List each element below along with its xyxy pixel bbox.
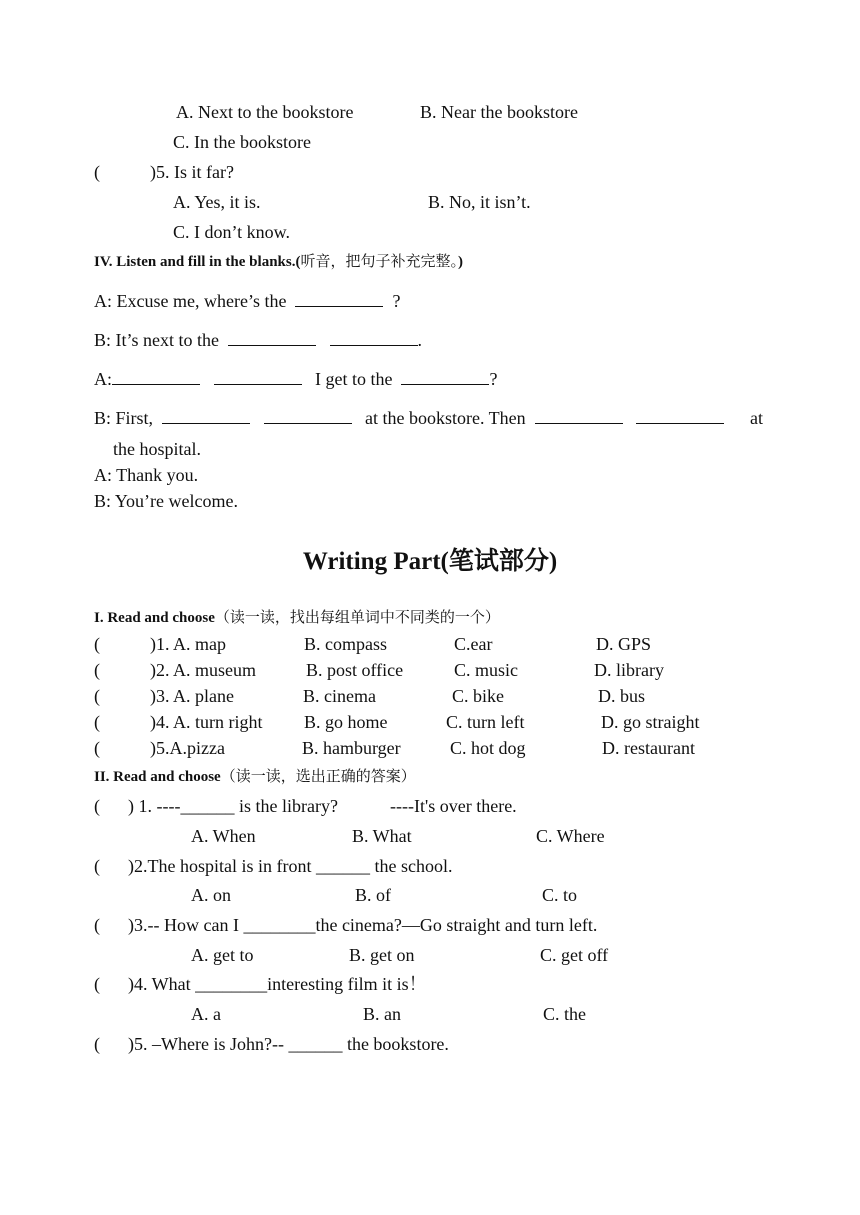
blank-1[interactable] <box>295 290 383 307</box>
section-i-row-5-b: B. hamburger <box>302 738 401 758</box>
q5-paren: ( <box>94 162 100 182</box>
dialog-line-4-cont: the hospital. <box>113 439 201 459</box>
section-i-row-2-c: C. music <box>454 660 519 680</box>
blank-10[interactable] <box>636 407 724 424</box>
section-ii-q3-c: C. get off <box>540 945 609 965</box>
dialog-line-2-end: . <box>417 330 422 350</box>
blank-3[interactable] <box>330 329 418 346</box>
section-i-row-4-c: C. turn left <box>446 712 525 732</box>
dialog-line-3-end: ? <box>489 369 498 389</box>
section-ii-q5-stem: )5. –Where is John?-- ______ the bookstore. <box>128 1034 449 1054</box>
q5-option-b: B. No, it isn’t. <box>428 192 531 212</box>
section-i-row-3-paren: ( <box>94 686 100 706</box>
dialog-line-4-mid: at the bookstore. Then <box>365 408 526 428</box>
section-ii-q3-paren: ( <box>94 915 100 935</box>
q5-stem: )5. Is it far? <box>150 162 234 182</box>
q4-option-c: C. In the bookstore <box>173 132 311 152</box>
section-ii-heading <box>94 767 416 787</box>
section-ii-q3-stem: )3.-- How can I ________the cinema?—Go straight and turn left. <box>128 915 598 935</box>
dialog-line-1-end: ? <box>392 291 401 311</box>
section-i-row-1-q: )1. A. map <box>150 634 226 654</box>
section-ii-q1-b: B. What <box>352 826 412 846</box>
section-ii-q5-paren: ( <box>94 1034 100 1054</box>
section-ii-q4-paren: ( <box>94 974 100 994</box>
section-ii-q1-c: C. Where <box>536 826 605 846</box>
section-iv-heading-end: ) <box>457 254 463 270</box>
blank-2[interactable] <box>228 329 316 346</box>
writing-part-title: Writing Part(笔试部分) <box>302 548 558 575</box>
section-ii-q2-a: A. on <box>191 885 231 905</box>
dialog-line-4-text: B: First, <box>94 408 154 428</box>
section-i-row-1-b: B. compass <box>304 634 387 654</box>
section-i-row-2-d: D. library <box>594 660 664 680</box>
section-i-row-1-paren: ( <box>94 634 100 654</box>
section-ii-q4-a: A. a <box>191 1004 221 1024</box>
section-i-heading-cn: （读一读，找出每组单词中不同类的一个） <box>214 610 500 626</box>
q4-option-b: B. Near the bookstore <box>420 102 578 122</box>
q5-option-a: A. Yes, it is. <box>173 192 261 212</box>
section-ii-q1-stem2: ----It's over there. <box>390 796 517 816</box>
q4-option-a: A. Next to the bookstore <box>176 102 354 122</box>
section-i-row-2-b: B. post office <box>306 660 404 680</box>
dialog-line-3-mid: I get to the <box>315 369 393 389</box>
section-i-row-4-q: )4. A. turn right <box>150 712 263 732</box>
section-i-row-2-q: )2. A. museum <box>150 660 256 680</box>
section-ii-q1-paren: ( <box>94 796 100 816</box>
blank-9[interactable] <box>535 407 623 424</box>
section-i-row-3-q: )3. A. plane <box>150 686 234 706</box>
section-ii-q2-paren: ( <box>94 856 100 876</box>
dialog-line-3 <box>94 368 497 390</box>
section-ii-q1-a: A. When <box>191 826 256 846</box>
section-i-row-3-b: B. cinema <box>303 686 376 706</box>
blank-6[interactable] <box>401 368 489 385</box>
section-i-row-4-paren: ( <box>94 712 100 732</box>
section-i-row-4-d: D. go straight <box>601 712 700 732</box>
dialog-line-5: A: Thank you. <box>94 465 199 485</box>
section-i-row-2-paren: ( <box>94 660 100 680</box>
section-i-row-5-q: )5.A.pizza <box>150 738 225 758</box>
section-i-row-3-c: C. bike <box>452 686 504 706</box>
section-i-row-1-d: D. GPS <box>596 634 652 654</box>
section-i-row-1-c: C.ear <box>454 634 493 654</box>
section-iv-heading-cn: 听音，把句子补充完整。 <box>300 254 458 270</box>
section-ii-q3-a: A. get to <box>191 945 254 965</box>
section-ii-heading-cn: （读一读，选出正确的答案） <box>220 769 416 785</box>
section-ii-q4-stem: )4. What ________interesting film it is！ <box>128 974 427 994</box>
section-ii-heading-en: II. Read and choose <box>94 769 221 785</box>
section-ii-q1-stem: ) 1. ----______ is the library? <box>128 796 338 816</box>
section-ii-q3-b: B. get on <box>349 945 415 965</box>
section-ii-q2-c: C. to <box>542 885 578 905</box>
section-ii-q4-b: B. an <box>363 1004 401 1024</box>
dialog-line-1 <box>94 290 400 312</box>
dialog-line-2 <box>94 329 422 351</box>
blank-5[interactable] <box>214 368 302 385</box>
section-i-row-5-paren: ( <box>94 738 100 758</box>
section-ii-q4-c: C. the <box>543 1004 586 1024</box>
section-i-row-4-b: B. go home <box>304 712 388 732</box>
section-ii-q2-b: B. of <box>355 885 391 905</box>
blank-7[interactable] <box>162 407 250 424</box>
dialog-line-4 <box>94 407 724 429</box>
section-ii-q2-stem: )2.The hospital is in front ______ the school. <box>128 856 453 876</box>
q5-option-c: C. I don’t know. <box>173 222 290 242</box>
blank-8[interactable] <box>264 407 352 424</box>
section-iv-heading-en: IV. Listen and fill in the blanks.( <box>94 254 301 270</box>
section-i-row-5-c: C. hot dog <box>450 738 526 758</box>
dialog-line-2-text: B: It’s next to the <box>94 330 219 350</box>
section-i-row-3-d: D. bus <box>598 686 646 706</box>
dialog-line-1-text: A: Excuse me, where’s the <box>94 291 287 311</box>
section-i-heading-en: I. Read and choose <box>94 610 215 626</box>
dialog-line-3-text: A: <box>94 369 112 389</box>
section-i-heading <box>94 608 500 628</box>
dialog-line-4-end: at <box>750 408 763 428</box>
blank-4[interactable] <box>112 368 200 385</box>
dialog-line-6: B: You’re welcome. <box>94 491 238 511</box>
section-i-row-5-d: D. restaurant <box>602 738 695 758</box>
section-iv-heading <box>94 252 463 272</box>
